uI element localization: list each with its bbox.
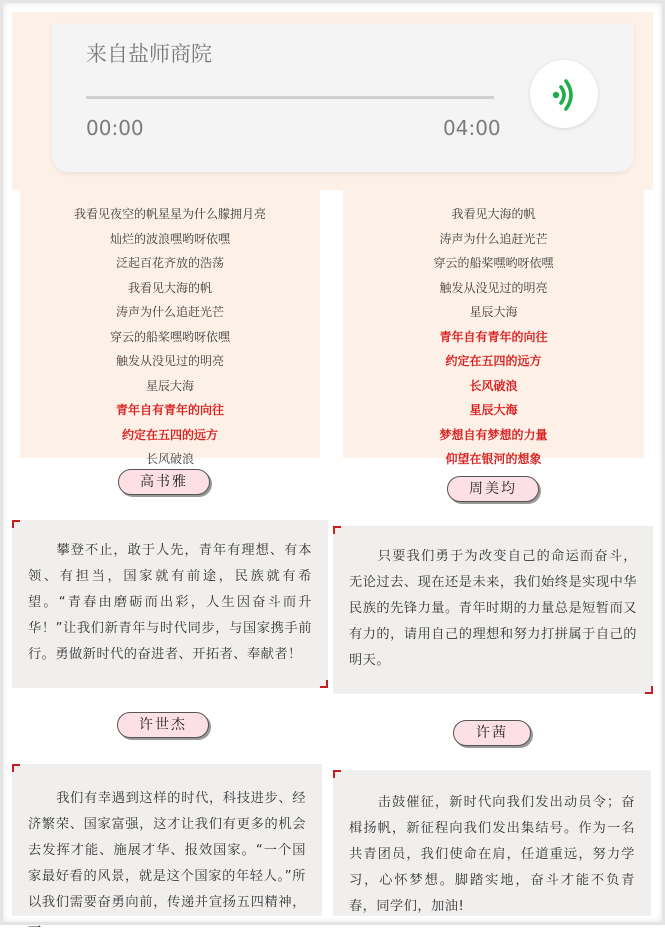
name-tag-xu-shijie: 许世杰 <box>117 712 209 738</box>
name-tag-zhou-meijun: 周美均 <box>447 476 539 502</box>
corner-decoration <box>333 526 341 534</box>
lyrics-panel-right <box>343 190 644 466</box>
corner-decoration <box>12 520 20 528</box>
corner-decoration <box>333 770 341 778</box>
sound-wave-icon <box>530 60 598 128</box>
quote-card-xu-shijie <box>12 520 328 688</box>
lyric-line: 星辰大海 <box>469 403 518 417</box>
name-tag-xu-qian: 许茜 <box>453 720 531 746</box>
lyric-line: 长风破浪 <box>469 378 518 393</box>
play-button[interactable] <box>530 60 598 128</box>
lyric-line: 涛声为什么追赶光芒 <box>439 231 548 246</box>
current-time: 00:00 <box>86 116 144 140</box>
duration-time: 04:00 <box>443 116 501 140</box>
lyric-line: 星辰大海 <box>469 305 518 319</box>
corner-decoration <box>320 680 328 688</box>
lyric-line: 我看见大海的帆 <box>451 207 536 221</box>
lyric-line: 仰望在银河的想象 <box>445 452 542 466</box>
quote-card-bottom-left <box>12 764 322 936</box>
quote-text: 攀登不止，敢于人先，青年有理想、有本领、有担当，国家就有前途，民族就有希望。“青春由磨砺而出彩，人生因奋斗而升华！”让我们新青年与时代同步，与国家携手前行。勇做新时代的奋进者、开拓者、奉献者！ <box>28 543 312 662</box>
audio-player <box>52 24 634 172</box>
name-tag-gao-shuya: 高书雅 <box>118 469 210 495</box>
lyric-line: 我看见夜空的帆星星为什么朦拥月亮 <box>73 207 266 221</box>
lyric-line: 灿烂的波浪嘿哟呀依嘿 <box>109 231 230 246</box>
lyric-line: 青年自有青年的向往 <box>115 403 224 417</box>
lyric-line: 泛起百花齐放的浩荡 <box>115 256 224 270</box>
lyrics-panel-left <box>20 190 320 466</box>
lyric-line: 穿云的船桨嘿哟呀依嘿 <box>109 329 230 344</box>
lyric-line: 涛声为什么追赶光芒 <box>115 305 224 319</box>
lyric-line: 星辰大海 <box>145 378 194 393</box>
lyric-line: 穿云的船桨嘿哟呀依嘿 <box>433 256 554 270</box>
audio-title: 来自盐师商院 <box>86 42 212 66</box>
lyric-line: 约定在五四的远方 <box>445 354 542 368</box>
quote-card-xu-qian <box>333 526 653 694</box>
lyric-line: 长风破浪 <box>145 452 194 466</box>
quote-text: 只要我们勇于为改变自己的命运而奋斗，无论过去、现在还是未来，我们始终是实现中华民族的先锋力量。青年时期的力量总是短暂而又有力的，请用自己的理想和努力打拼属于自己的明天。 <box>349 549 637 668</box>
audio-section <box>12 12 653 190</box>
lyric-line: 我看见大海的帆 <box>127 280 212 295</box>
quote-card-bottom-right <box>333 770 651 916</box>
lyric-line: 梦想自有梦想的力量 <box>439 427 548 442</box>
corner-decoration <box>645 686 653 694</box>
audio-progress-bar[interactable] <box>86 96 494 99</box>
lyric-line: 触发从没见过的明亮 <box>439 280 548 295</box>
lyric-line: 触发从没见过的明亮 <box>115 354 224 368</box>
lyric-line: 青年自有青年的向往 <box>439 329 548 344</box>
quote-text: 击鼓催征，新时代向我们发出动员令；奋楫扬帆，新征程向我们发出集结号。作为一名共青团员，我们使命在肩，任道重远，努力学习，心怀梦想。脚踏实地，奋斗才能不负青春，同学们，加油! <box>349 795 635 914</box>
quote-text: 我们有幸遇到这样的时代，科技进步、经济繁荣、国家富强，这才让我们有更多的机会去发挥才能、施展才华、报效国家。“一个国家最好看的风景，就是这个国家的年轻人。”所以我们需要奋勇向前，传递并宣扬五四精神，一 <box>28 791 306 936</box>
lyric-line: 约定在五四的远方 <box>121 427 218 442</box>
corner-decoration <box>12 764 20 772</box>
